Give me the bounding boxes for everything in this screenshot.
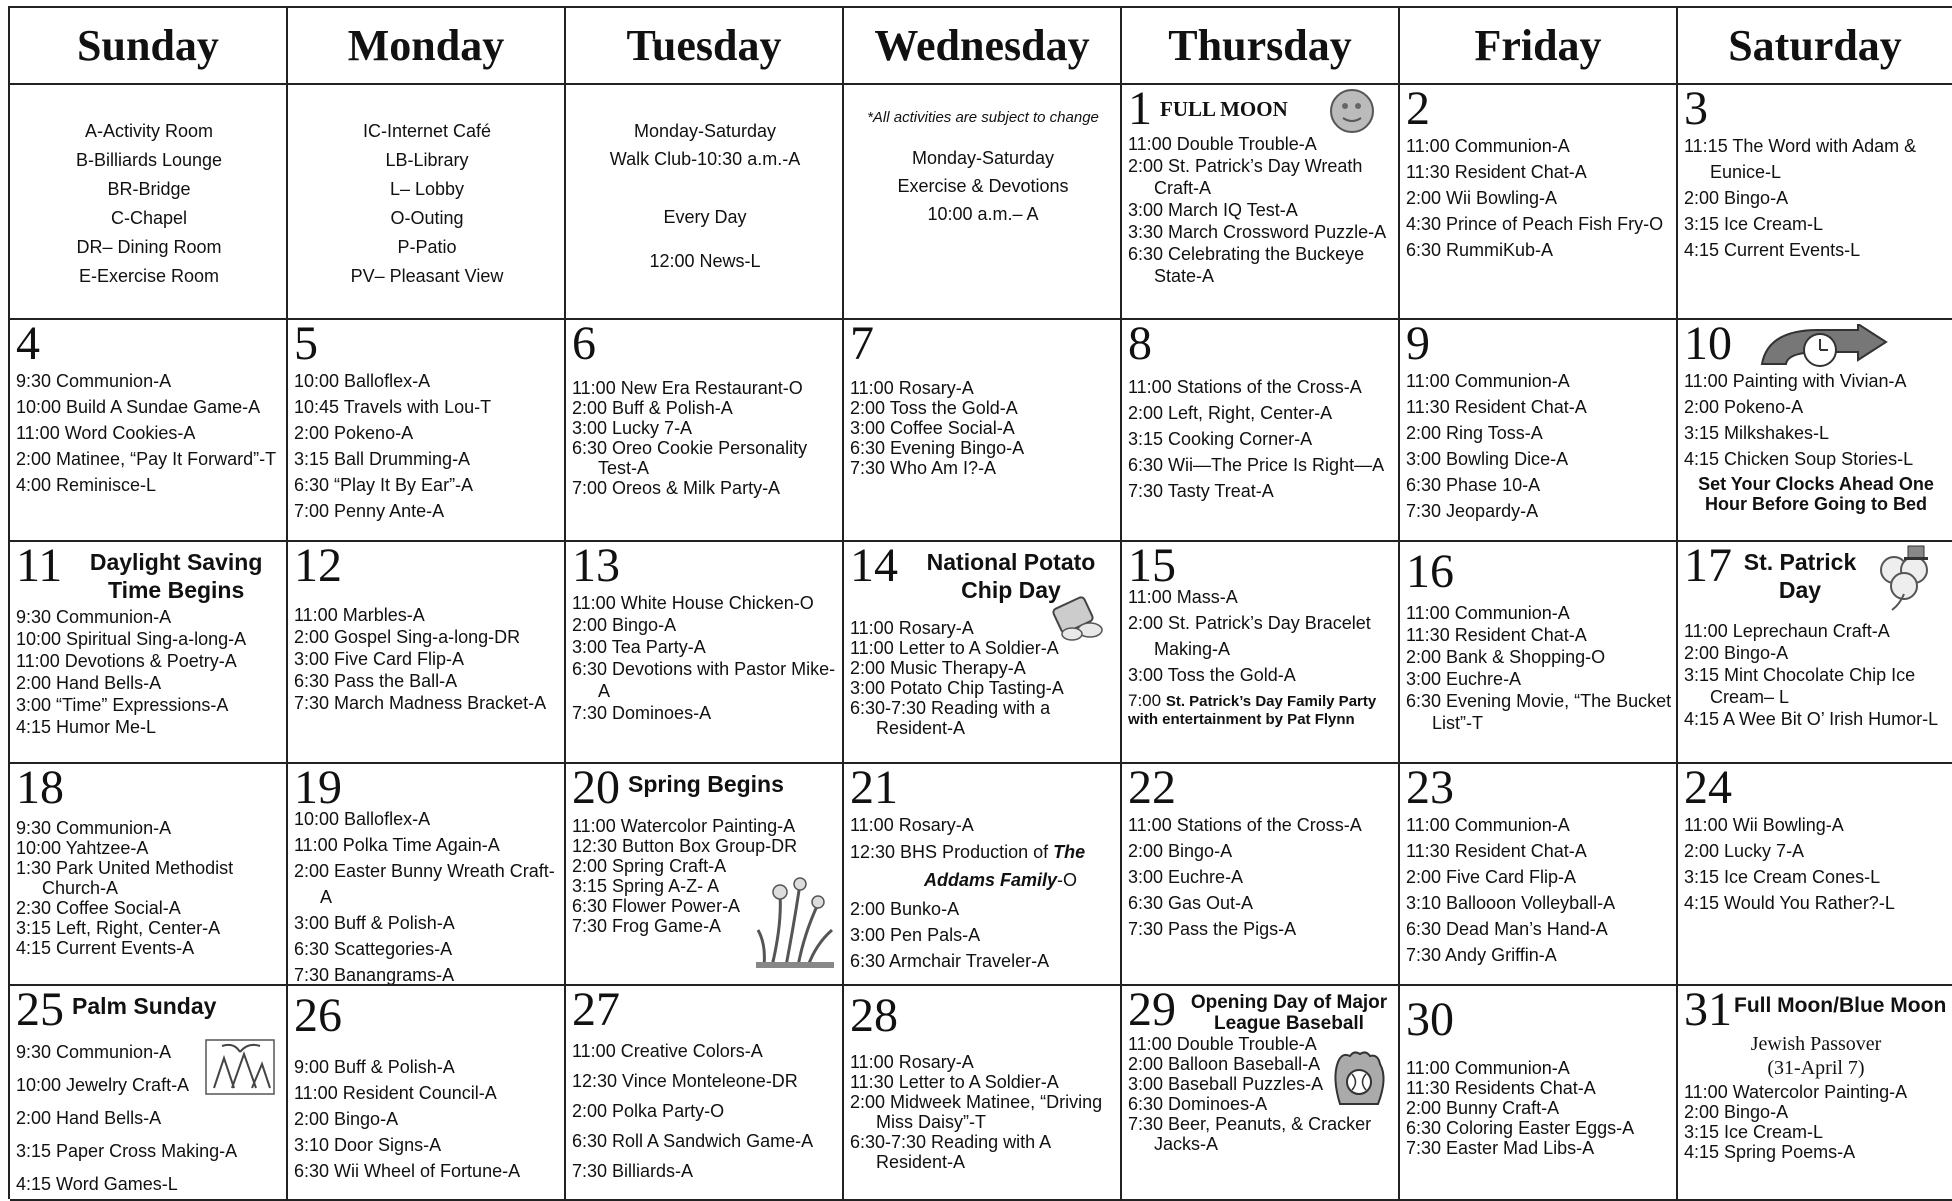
event-item: 11:00 Wii Bowling-A [1684, 815, 1844, 835]
event-item: 6:30 RummiKub-A [1406, 240, 1554, 260]
event-item: 11:00 Rosary-A [850, 378, 974, 398]
day-number: 20 [572, 764, 620, 814]
day-number: 27 [572, 986, 620, 1036]
passover-label: Jewish Passover [1750, 1033, 1882, 1055]
legend-item: O-Outing [390, 208, 464, 228]
header-thursday: Thursday [1122, 8, 1400, 85]
event-item: 3:15 Paper Cross Making-A [16, 1141, 238, 1161]
event-item: 2:00 Bingo-A [294, 1109, 399, 1129]
event-item: 2:00 Left, Right, Center-A [1128, 403, 1333, 423]
day-cell-12 [288, 542, 566, 764]
day-cell-14 [844, 542, 1122, 764]
event-item: 3:15 Mint Chocolate Chip Ice Cream– L [1684, 665, 1916, 707]
event-item: 11:00 New Era Restaurant-O [572, 378, 803, 398]
event-item: 11:00 Stations of the Cross-A [1128, 815, 1362, 835]
event-item: 7:30 Andy Griffin-A [1406, 945, 1557, 965]
calendar-grid [8, 6, 1952, 1199]
legend-item: DR– Dining Room [76, 237, 222, 257]
event-item: 4:15 Would You Rather?-L [1684, 893, 1895, 913]
event-item: 3:10 Ballooon Volleyball-A [1406, 893, 1616, 913]
legend-item: LB-Library [385, 150, 469, 170]
day-cell-11 [10, 542, 288, 764]
event-item: 6:30 Phase 10-A [1406, 475, 1541, 495]
event-item: 7:30 Jeopardy-A [1406, 501, 1539, 521]
event-item: 7:30 March Madness Bracket-A [294, 693, 547, 713]
event-item: 11:00 Mass-A [1128, 587, 1238, 607]
event-item: 7:30 Billiards-A [572, 1161, 694, 1181]
event-item: 6:30 Scattegories-A [294, 939, 453, 959]
day-cell-1 [1122, 85, 1400, 320]
event-item: 2:00 Five Card Flip-A [1406, 867, 1577, 887]
event-item: 6:30 Roll A Sandwich Game-A [572, 1131, 814, 1151]
event-item: 4:15 Current Events-L [1684, 240, 1861, 260]
day-cell-30 [1400, 986, 1678, 1201]
event-item: 7:30 Banangrams-A [294, 965, 455, 985]
event-item: 6:30 Armchair Traveler-A [850, 951, 1050, 971]
day-number: 17 [1684, 542, 1732, 592]
day-cell-31 [1678, 986, 1952, 1201]
day-cell-10 [1678, 320, 1952, 542]
event-item: 3:00 Baseball Puzzles-A [1128, 1074, 1324, 1094]
event-item: 3:00 March IQ Test-A [1128, 200, 1298, 220]
event-item: 9:30 Communion-A [16, 607, 172, 627]
event-item: 3:00 Tea Party-A [572, 637, 706, 657]
event-item: 11:00 Communion-A [1406, 371, 1570, 391]
event-item: 6:30 Wii—The Price Is Right—A [1128, 455, 1385, 475]
day-cell-9 [1400, 320, 1678, 542]
room-legend-2 [294, 87, 560, 291]
day-number: 31 [1684, 986, 1732, 1036]
day-cell-19 [288, 764, 566, 986]
walk-club-days: Monday-Saturday [633, 121, 777, 141]
event-item: 4:15 Word Games-L [16, 1174, 178, 1194]
day-number: 24 [1684, 764, 1732, 814]
day-cell-22 [1122, 764, 1400, 986]
event-item: 2:00 Polka Party-O [572, 1101, 725, 1121]
news-time: 12:00 News-L [649, 251, 761, 271]
event-item: 6:30 Dominoes-A [1128, 1094, 1268, 1114]
event-item: 2:00 Lucky 7-A [1684, 841, 1805, 861]
event-item: 11:30 Residents Chat-A [1406, 1078, 1596, 1098]
event-item: 11:30 Resident Chat-A [1406, 162, 1587, 182]
exercise-label: Exercise & Devotions [897, 176, 1069, 196]
event-item: 7:30 Easter Mad Libs-A [1406, 1138, 1595, 1158]
event-item: 7:00 Penny Ante-A [294, 501, 445, 521]
event-item: 2:00 Hand Bells-A [16, 1108, 162, 1128]
event-item: 6:30 Gas Out-A [1128, 893, 1254, 913]
event-item: 11:30 Resident Chat-A [1406, 397, 1587, 417]
event-item: 2:00 Bunko-A [850, 899, 960, 919]
day-number: 8 [1128, 320, 1152, 370]
day-number: 4 [16, 320, 40, 370]
day-number: 14 [850, 542, 898, 592]
event-item: 2:00 Gospel Sing-a-long-DR [294, 627, 521, 647]
day-title: Spring Begins [628, 771, 784, 797]
event-item: 6:30 Devotions with Pastor Mike-A [572, 659, 836, 701]
event-item: 2:00 Music Therapy-A [850, 658, 1026, 678]
day-number: 11 [16, 542, 63, 592]
event-item: 10:45 Travels with Lou-T [294, 397, 492, 417]
event-item: 6:30 Flower Power-A [572, 896, 741, 916]
day-title: FULL MOON [1160, 97, 1288, 121]
event-item: 6:30 Pass the Ball-A [294, 671, 458, 691]
event-item: 11:00 Rosary-A [850, 815, 974, 835]
day-cell-6 [566, 320, 844, 542]
event-item: 2:00 St. Patrick’s Day Wreath Craft-A [1128, 156, 1363, 198]
day-cell-16 [1400, 542, 1678, 764]
legend-cell-1 [10, 85, 288, 320]
event-item: 11:30 Resident Chat-A [1406, 625, 1587, 645]
event-item: 11:00 White House Chicken-O [572, 593, 814, 613]
event-item: 7:30 Beer, Peanuts, & Cracker Jacks-A [1128, 1114, 1372, 1154]
day-cell-5 [288, 320, 566, 542]
event-item: 10:00 Balloflex-A [294, 809, 431, 829]
event-item: 3:30 March Crossword Puzzle-A [1128, 222, 1387, 242]
day-number: 13 [572, 542, 620, 592]
event-item: 12:30 Button Box Group-DR [572, 836, 798, 856]
event-item: 2:00 Spring Craft-A [572, 856, 727, 876]
event-item: 6:30 Dead Man’s Hand-A [1406, 919, 1608, 939]
event-item: 7:30 Who Am I?-A [850, 458, 997, 478]
event-item: 3:00 Coffee Social-A [850, 418, 1015, 438]
event-item: 2:00 Easter Bunny Wreath Craft-A [294, 861, 555, 907]
moon-icon [1328, 87, 1376, 135]
event-item: 7:00 Oreos & Milk Party-A [572, 478, 781, 498]
event-item: 9:00 Buff & Polish-A [294, 1057, 455, 1077]
event-item: 10:00 Balloflex-A [294, 371, 431, 391]
event-item: 4:15 Humor Me-L [16, 717, 157, 737]
event-item: 11:00 Watercolor Painting-A [1684, 1082, 1908, 1102]
every-day-label: Every Day [663, 207, 747, 227]
header-wednesday: Wednesday [844, 8, 1122, 85]
event-item: 6:30 Coloring Easter Eggs-A [1406, 1118, 1635, 1138]
day-number: 12 [294, 542, 342, 592]
event-item: 6:30 “Play It By Ear”-A [294, 475, 474, 495]
legend-cell-2 [288, 85, 566, 320]
event-item: 11:00 Watercolor Painting-A [572, 816, 796, 836]
day-title: Daylight Saving Time Begins [89, 549, 263, 603]
day-cell-21 [844, 764, 1122, 986]
event-item: 11:00 Double Trouble-A [1128, 134, 1317, 154]
day-number: 19 [294, 764, 342, 814]
exercise-days: Monday-Saturday [911, 148, 1055, 168]
event-item: 11:00 Painting with Vivian-A [1684, 371, 1907, 391]
party-event: 7:00 St. Patrick’s Day Family Party with entertainment by Pat Flynn [1128, 691, 1377, 728]
legend-item: E-Exercise Room [78, 266, 220, 286]
legend-item: IC-Internet Café [362, 121, 492, 141]
legend-item: P-Patio [397, 237, 457, 257]
info-cell-wednesday [844, 85, 1122, 320]
day-cell-15 [1122, 542, 1400, 764]
day-title: Opening Day of Major League Baseball [1190, 992, 1388, 1034]
info-cell-tuesday [566, 85, 844, 320]
legend-item: BR-Bridge [107, 179, 191, 199]
event-item: 6:30 Celebrating the Buckeye State-A [1128, 244, 1365, 286]
header-friday: Friday [1400, 8, 1678, 85]
event-item: 11:00 Creative Colors-A [572, 1041, 763, 1061]
day-title: Palm Sunday [72, 993, 217, 1019]
day-cell-7 [844, 320, 1122, 542]
day-number: 3 [1684, 85, 1708, 135]
day-cell-2 [1400, 85, 1678, 320]
legend-item: PV– Pleasant View [350, 266, 504, 286]
event-item: 2:00 Bingo-A [572, 615, 677, 635]
event-item: 11:00 Resident Council-A [294, 1083, 497, 1103]
day-number: 5 [294, 320, 318, 370]
day-cell-18 [10, 764, 288, 986]
event-item: 2:00 Wii Bowling-A [1406, 188, 1558, 208]
event-item: 6:30 Evening Bingo-A [850, 438, 1025, 458]
room-legend [16, 87, 282, 291]
event-item: 2:00 Bank & Shopping-O [1406, 647, 1606, 667]
day-cell-13 [566, 542, 844, 764]
event-item: 3:00 Euchre-A [1128, 867, 1244, 887]
day-cell-23 [1400, 764, 1678, 986]
event-item: 2:00 Bingo-A [1684, 1102, 1789, 1122]
event-item: 2:00 Pokeno-A [1684, 397, 1804, 417]
event-item: 2:00 Ring Toss-A [1406, 423, 1543, 443]
day-cell-4 [10, 320, 288, 542]
event-item: 3:15 Cooking Corner-A [1128, 429, 1313, 449]
day-number: 7 [850, 320, 874, 370]
passover-dates: (31-April 7) [1767, 1057, 1865, 1079]
event-item: 7:30 Dominoes-A [572, 703, 712, 723]
event-item: 3:00 Five Card Flip-A [294, 649, 465, 669]
legend-item: C-Chapel [110, 208, 188, 228]
event-item: 11:00 Polka Time Again-A [294, 835, 500, 855]
day-cell-28 [844, 986, 1122, 1201]
event-item: 11:00 Rosary-A [850, 1052, 974, 1072]
event-item: 3:00 Pen Pals-A [850, 925, 981, 945]
event-item: 3:00 Potato Chip Tasting-A [850, 678, 1064, 698]
event-item: 2:00 Pokeno-A [294, 423, 414, 443]
event-item: 3:15 Ice Cream-L [1684, 214, 1824, 234]
day-cell-27 [566, 986, 844, 1201]
clock-arrow-icon [1758, 324, 1888, 368]
event-item: 11:00 Double Trouble-A [1128, 1034, 1317, 1054]
header-sunday: Sunday [10, 8, 288, 85]
event-item: 4:00 Reminisce-L [16, 475, 157, 495]
clock-reminder: Set Your Clocks Ahead One Hour Before Going to Bed [1698, 474, 1934, 514]
event-item: 9:30 Communion-A [16, 818, 172, 838]
event-item: 10:00 Jewelry Craft-A [16, 1075, 190, 1095]
event-item: 6:30 Wii Wheel of Fortune-A [294, 1161, 521, 1181]
event-item: 3:00 Euchre-A [1406, 669, 1522, 689]
event-item: 11:00 Communion-A [1406, 136, 1570, 156]
event-item: 2:00 Buff & Polish-A [572, 398, 733, 418]
event-item: 7:30 Pass the Pigs-A [1128, 919, 1297, 939]
event-item: 11:30 Resident Chat-A [1406, 841, 1587, 861]
event-item: 2:00 Toss the Gold-A [850, 398, 1018, 418]
event-item: 3:00 Bowling Dice-A [1406, 449, 1569, 469]
header-monday: Monday [288, 8, 566, 85]
event-item: 2:00 Bingo-A [1128, 841, 1233, 861]
day-number: 16 [1406, 545, 1454, 598]
event-item: 2:30 Coffee Social-A [16, 898, 181, 918]
day-number: 22 [1128, 764, 1176, 814]
event-item: 11:00 Rosary-A [850, 618, 974, 638]
event-item: 3:15 Milkshakes-L [1684, 423, 1830, 443]
day-number: 21 [850, 764, 898, 814]
day-number: 2 [1406, 85, 1430, 135]
potato-chip-bag-icon [1050, 594, 1112, 644]
event-item: 2:00 St. Patrick’s Day Bracelet Making-A [1128, 613, 1371, 659]
event-item: 11:15 The Word with Adam & Eunice-L [1684, 136, 1917, 182]
event-item: 3:15 Left, Right, Center-A [16, 918, 221, 938]
spring-flowers-icon [752, 874, 838, 970]
event-item: 7:30 Tasty Treat-A [1128, 481, 1274, 501]
event-item: 4:15 Spring Poems-A [1684, 1142, 1856, 1162]
event-item: 3:00 Buff & Polish-A [294, 913, 455, 933]
event-item: 1:30 Park United Methodist Church-A [16, 858, 234, 898]
party-description: St. Patrick’s Day Family Party with entertainment by Pat Flynn [1128, 693, 1377, 728]
event-item: 12:30 Vince Monteleone-DR [572, 1071, 798, 1091]
day-title: Full Moon/Blue Moon [1734, 994, 1947, 1017]
legend-item: L– Lobby [389, 179, 465, 199]
legend-item: A-Activity Room [84, 121, 214, 141]
baseball-glove-icon [1328, 1048, 1390, 1110]
event-item: 9:30 Communion-A [16, 1042, 172, 1062]
event-item: 3:15 Ice Cream Cones-L [1684, 867, 1881, 887]
palm-sunday-icon [204, 1038, 276, 1096]
event-item: 4:15 A Wee Bit O’ Irish Humor-L [1684, 709, 1939, 729]
event-item: 11:00 Leprechaun Craft-A [1684, 621, 1890, 641]
day-number: 18 [16, 764, 64, 814]
event-item: 2:00 Bunny Craft-A [1406, 1098, 1560, 1118]
event-item: 6:30-7:30 Reading with A Resident-A [850, 1132, 1051, 1172]
shamrock-icon [1870, 544, 1940, 612]
event-item: 3:15 Ice Cream-L [1684, 1122, 1824, 1142]
event-item: 9:30 Communion-A [16, 371, 172, 391]
day-cell-17 [1678, 542, 1952, 764]
event-item: 11:00 Stations of the Cross-A [1128, 377, 1362, 397]
event-item: 4:30 Prince of Peach Fish Fry-O [1406, 214, 1664, 234]
day-number: 15 [1128, 542, 1176, 592]
day-number: 1 [1128, 85, 1152, 135]
disclaimer-note: *All activities are subject to change [867, 109, 1099, 126]
event-item: 7:30 Frog Game-A [572, 916, 722, 936]
day-number: 29 [1128, 986, 1176, 1036]
event-item: 10:00 Spiritual Sing-a-long-A [16, 629, 247, 649]
event-item: 11:00 Communion-A [1406, 815, 1570, 835]
event-item: 10:00 Build A Sundae Game-A [16, 397, 261, 417]
event-item: 10:00 Yahtzee-A [16, 838, 149, 858]
event-item: 11:00 Communion-A [1406, 1058, 1570, 1078]
header-tuesday: Tuesday [566, 8, 844, 85]
event-item: 2:00 Hand Bells-A [16, 673, 162, 693]
day-number: 23 [1406, 764, 1454, 814]
day-cell-3 [1678, 85, 1952, 320]
event-item: 11:00 Devotions & Poetry-A [16, 651, 237, 671]
walk-club-time: Walk Club-10:30 a.m.-A [609, 149, 801, 169]
day-title: St. Patrick Day [1743, 549, 1857, 603]
event-item: 2:00 Bingo-A [1684, 643, 1789, 663]
event-item: 11:00 Word Cookies-A [16, 423, 196, 443]
event-item: 3:00 Lucky 7-A [572, 418, 693, 438]
day-number: 6 [572, 320, 596, 370]
legend-item: B-Billiards Lounge [75, 150, 223, 170]
event-item: 4:15 Chicken Soup Stories-L [1684, 449, 1914, 469]
day-cell-26 [288, 986, 566, 1201]
day-number: 25 [16, 986, 64, 1036]
day-number: 26 [294, 989, 342, 1042]
event-item: 3:00 “Time” Expressions-A [16, 695, 229, 715]
event-item: 3:10 Door Signs-A [294, 1135, 442, 1155]
event-item: 11:00 Marbles-A [294, 605, 425, 625]
event-item: 6:30 Evening Movie, “The Bucket List”-T [1406, 691, 1672, 733]
event-item: 2:00 Balloon Baseball-A [1128, 1054, 1321, 1074]
day-number: 30 [1406, 993, 1454, 1046]
event-item: 2:00 Bingo-A [1684, 188, 1789, 208]
header-saturday: Saturday [1678, 8, 1952, 85]
event-item: 6:30-7:30 Reading with a Resident-A [850, 698, 1051, 738]
event-item: 4:15 Current Events-A [16, 938, 195, 958]
event-item: 11:00 Communion-A [1406, 603, 1570, 623]
event-item: 3:00 Toss the Gold-A [1128, 665, 1296, 685]
event-item: 3:15 Ball Drumming-A [294, 449, 471, 469]
event-item: 6:30 Oreo Cookie Personality Test-A [572, 438, 808, 478]
day-cell-25 [10, 986, 288, 1201]
bhs-production-event: 12:30 BHS Production of The Addams Family-O [850, 842, 1086, 890]
event-item: 3:15 Spring A-Z- A [572, 876, 720, 896]
day-number: 9 [1406, 320, 1430, 370]
day-number: 10 [1684, 320, 1732, 370]
day-title: National Potato Chip Day [926, 549, 1096, 603]
event-item: 2:00 Matinee, “Pay It Forward”-T [16, 449, 277, 469]
day-cell-24 [1678, 764, 1952, 986]
exercise-time: 10:00 a.m.– A [927, 204, 1039, 224]
day-cell-20 [566, 764, 844, 986]
event-item: 11:00 Letter to A Soldier-A [850, 638, 1059, 658]
day-number: 28 [850, 989, 898, 1042]
event-item: 2:00 Midweek Matinee, “Driving Miss Daisy”-T [850, 1092, 1103, 1132]
day-cell-29 [1122, 986, 1400, 1201]
event-item: 11:30 Letter to A Soldier-A [850, 1072, 1059, 1092]
day-cell-8 [1122, 320, 1400, 542]
